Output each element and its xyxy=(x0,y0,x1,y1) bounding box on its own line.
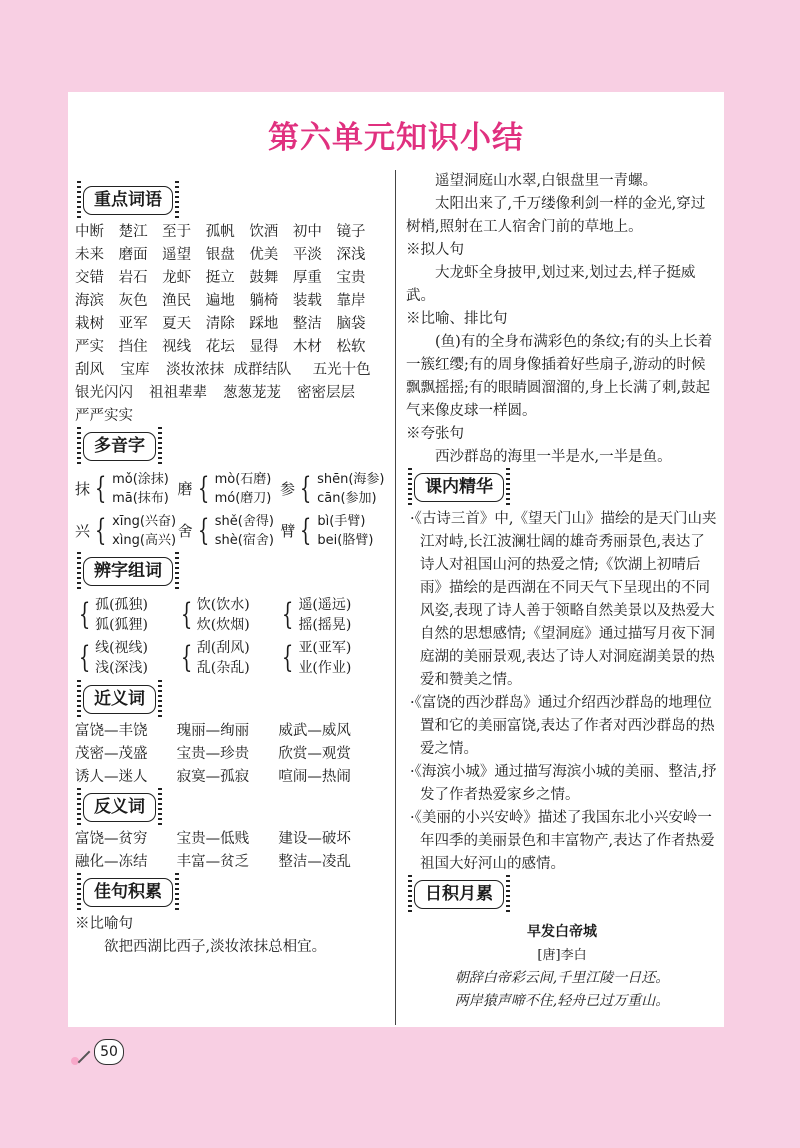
key-word: 银光闪闪 xyxy=(75,385,133,401)
key-word: 遥望 xyxy=(162,247,192,263)
distinguish-group xyxy=(75,595,177,635)
polyphone-char: 兴 xyxy=(75,521,91,540)
polyphone-char: 参 xyxy=(280,479,296,498)
antonyms-pair: 宝贵—低贱 xyxy=(176,831,250,847)
polyphone-group xyxy=(280,511,380,551)
brace-icon: { xyxy=(180,640,192,675)
distinguish-row xyxy=(75,595,380,635)
key-word: 优美 xyxy=(249,247,279,263)
brace-icon: { xyxy=(197,513,209,548)
key-word: 挡住 xyxy=(118,339,148,355)
key-word: 整洁 xyxy=(292,316,322,332)
antonyms-pair: 丰富—贫乏 xyxy=(176,854,250,870)
polyphone-char: 抹 xyxy=(75,479,91,498)
polyphone-reading: mò(石磨) xyxy=(214,472,272,487)
distinguish-word: 摇(摇晃) xyxy=(298,617,352,633)
polyphone-reading: cān(参加) xyxy=(317,491,377,506)
key-word: 脑袋 xyxy=(336,316,366,332)
distinguish-pair xyxy=(298,595,351,635)
key-word: 平淡 xyxy=(292,247,322,263)
key-word: 五光十色 xyxy=(312,362,371,378)
key-word: 密密层层 xyxy=(297,385,355,401)
antonyms-pair: 富饶—贫穷 xyxy=(75,831,148,847)
polyphones-header: 多音字 xyxy=(83,432,156,461)
distinguish-list xyxy=(75,595,380,678)
brace-icon: { xyxy=(299,471,312,506)
brace-icon: { xyxy=(78,640,91,675)
poem xyxy=(406,921,718,1013)
distinguish-group xyxy=(177,638,279,678)
key-word: 中断 xyxy=(75,224,104,240)
antonyms-row xyxy=(75,851,380,874)
polyphone-reading: shě(舍得) xyxy=(214,514,274,529)
key-words-row xyxy=(75,382,380,405)
column-divider xyxy=(395,170,396,1025)
highlight-item: ·《古诗三首》中,《望天门山》描绘的是天门山夹江对峙,长江波澜壮阔的雄奇秀丽景色,表达了诗人对祖国山河的热爱之情;《饮湖上初晴后雨》描绘的是西湖在不同天气下呈现出的不同风姿,表现了诗人善于领略自然美景以及热爱大自然的思想感情;《望洞庭》通过描写月夜下洞庭湖的美丽景观,表达了诗人对洞庭湖美景的热爱和赞美之情。 xyxy=(410,511,717,688)
key-word: 深浅 xyxy=(336,247,366,263)
key-word: 宝贵 xyxy=(336,270,366,286)
distinguish-group xyxy=(278,638,380,678)
key-words-row xyxy=(75,221,380,244)
key-word: 厚重 xyxy=(292,270,322,286)
good-sentences-header: 佳句积累 xyxy=(83,878,173,907)
polyphone-reading: mā(抹布) xyxy=(112,491,169,506)
key-word: 遍地 xyxy=(205,293,235,309)
key-word: 岩石 xyxy=(118,270,148,286)
distinguish-group xyxy=(278,595,380,635)
synonyms-pair: 富饶—丰饶 xyxy=(75,723,148,739)
synonyms-pair: 威武—威风 xyxy=(278,723,351,739)
highlights-header: 课内精华 xyxy=(414,473,504,502)
brace-icon: { xyxy=(282,597,294,632)
key-word: 饮酒 xyxy=(249,224,279,240)
key-word: 踩地 xyxy=(249,316,279,332)
simile-label: ※比喻句 xyxy=(75,916,133,932)
key-word: 躺椅 xyxy=(249,293,279,309)
key-word: 靠岸 xyxy=(336,293,366,309)
polyphone-readings xyxy=(215,512,274,550)
key-word: 严实 xyxy=(75,339,104,355)
poem-line: 朝辞白帝彩云间,千里江陵一日还。 xyxy=(454,970,670,986)
right-column xyxy=(406,170,718,1013)
key-word: 成群结队 xyxy=(233,362,292,378)
polyphone-readings xyxy=(317,470,384,508)
antonyms-pair: 建设—破坏 xyxy=(278,831,351,847)
distinguish-group xyxy=(75,638,177,678)
key-word: 未来 xyxy=(75,247,104,263)
polyphone-group xyxy=(178,469,281,509)
polyphone-row xyxy=(75,469,385,509)
key-word: 亚军 xyxy=(118,316,148,332)
synonyms-pair: 寂寞—孤寂 xyxy=(176,769,250,785)
distinguish-pair xyxy=(95,638,148,678)
poem-title: 早发白帝城 xyxy=(527,924,597,940)
polyphone-group xyxy=(280,469,385,509)
synonyms-pair: 欣赏—观赏 xyxy=(278,746,351,762)
polyphone-readings xyxy=(112,470,169,508)
key-word: 显得 xyxy=(249,339,279,355)
key-word: 交错 xyxy=(75,270,104,286)
exaggeration-sentence: 西沙群岛的海里一半是水,一半是鱼。 xyxy=(435,449,672,465)
highlight-item: ·《富饶的西沙群岛》通过介绍西沙群岛的地理位置和它的美丽富饶,表达了作者对西沙群岛的热爱之情。 xyxy=(410,695,715,757)
antonyms-pair: 融化—冻结 xyxy=(75,854,148,870)
key-word: 木材 xyxy=(292,339,322,355)
brace-icon: { xyxy=(197,471,209,506)
key-word: 祖祖辈辈 xyxy=(149,385,207,401)
synonyms-pair: 宝贵—珍贵 xyxy=(176,746,250,762)
antonyms-list xyxy=(75,828,380,874)
polyphone-reading: bei(胳臂) xyxy=(317,533,374,548)
key-word: 挺立 xyxy=(205,270,235,286)
distinguish-word: 孤(孤独) xyxy=(95,597,149,613)
key-word: 初中 xyxy=(292,224,322,240)
synonyms-row xyxy=(75,743,380,766)
key-word: 渔民 xyxy=(162,293,192,309)
key-word: 磨面 xyxy=(118,247,148,263)
distinguish-pair xyxy=(197,595,250,635)
key-word: 刮风 xyxy=(75,362,104,378)
personify-sentence: 大龙虾全身披甲,划过来,划过去,样子挺威武。 xyxy=(406,265,696,304)
sentence-cont-2: 太阳出来了,千万缕像利剑一样的金光,穿过树梢,照射在工人宿舍门前的草地上。 xyxy=(406,196,706,235)
page-title: 第六单元知识小结 xyxy=(268,120,524,156)
personify-label: ※拟人句 xyxy=(406,242,464,258)
key-words-row xyxy=(75,405,380,428)
polyphone-reading: shè(宿舍) xyxy=(214,533,274,548)
synonyms-row xyxy=(75,766,380,789)
distinguish-word: 炊(炊烟) xyxy=(196,617,250,633)
polyphone-reading: xìng(高兴) xyxy=(112,533,177,548)
key-word: 楚江 xyxy=(118,224,148,240)
distinguish-header: 辨字组词 xyxy=(83,557,173,586)
polyphone-readings xyxy=(112,512,176,550)
simile-sentence: 欲把西湖比西子,淡妆浓抹总相宜。 xyxy=(104,939,327,955)
key-word: 宝库 xyxy=(120,362,150,378)
key-words-list xyxy=(75,221,380,428)
key-words-header: 重点词语 xyxy=(83,186,173,215)
brace-icon: { xyxy=(94,471,107,506)
distinguish-word: 线(视线) xyxy=(95,640,149,656)
parallel-sentence: (鱼)有的全身布满彩色的条纹;有的头上长着一簇红缨;有的周身像插着好些扇子,游动的时候飘飘摇摇;有的眼睛圆溜溜的,身上长满了刺,鼓起气来像皮球一样圆。 xyxy=(406,334,713,419)
key-word: 镜子 xyxy=(336,224,366,240)
key-word: 葱葱茏茏 xyxy=(223,385,281,401)
distinguish-word: 乱(杂乱) xyxy=(196,660,250,676)
key-word: 严严实实 xyxy=(75,408,133,424)
exaggeration-label: ※夸张句 xyxy=(406,426,464,442)
key-word: 花坛 xyxy=(205,339,235,355)
key-word: 鼓舞 xyxy=(249,270,279,286)
key-word: 夏天 xyxy=(162,316,192,332)
polyphone-reading: mó(磨刀) xyxy=(214,491,272,506)
highlight-item: ·《海滨小城》通过描写海滨小城的美丽、整洁,抒发了作者热爱家乡之情。 xyxy=(410,764,717,803)
synonyms-row xyxy=(75,720,380,743)
key-word: 装载 xyxy=(292,293,322,309)
key-words-row xyxy=(75,290,380,313)
highlight-item: ·《美丽的小兴安岭》描述了我国东北小兴安岭一年四季的美丽景色和丰富物产,表达了作者热爱祖国大好河山的感情。 xyxy=(410,810,715,872)
antonyms-pair: 整洁—凌乱 xyxy=(278,854,351,870)
polyphone-group xyxy=(75,511,178,551)
distinguish-word: 浅(深浅) xyxy=(95,660,149,676)
distinguish-word: 亚(亚军) xyxy=(298,640,352,656)
brace-icon: { xyxy=(300,513,312,548)
distinguish-group xyxy=(177,595,279,635)
key-word: 孤帆 xyxy=(205,224,235,240)
key-words-row xyxy=(75,244,380,267)
polyphone-char: 舍 xyxy=(177,521,193,540)
polyphone-char: 臂 xyxy=(280,521,296,540)
daily-header: 日积月累 xyxy=(414,880,504,909)
distinguish-word: 狐(狐狸) xyxy=(95,617,149,633)
brace-icon: { xyxy=(94,513,107,548)
distinguish-word: 业(作业) xyxy=(298,660,352,676)
poem-author: [唐]李白 xyxy=(537,948,587,963)
polyphone-group xyxy=(178,511,281,551)
synonyms-pair: 喧闹—热闹 xyxy=(278,769,351,785)
distinguish-pair xyxy=(95,595,148,635)
distinguish-word: 遥(遥远) xyxy=(298,597,352,613)
sentence-cont-1: 遥望洞庭山水翠,白银盘里一青螺。 xyxy=(435,173,658,189)
antonyms-row xyxy=(75,828,380,851)
key-word: 银盘 xyxy=(205,247,235,263)
distinguish-row xyxy=(75,638,380,678)
brace-icon: { xyxy=(180,597,192,632)
polyphone-group xyxy=(75,469,178,509)
distinguish-word: 饮(饮水) xyxy=(196,597,250,613)
synonyms-header: 近义词 xyxy=(83,685,156,714)
polyphones-list xyxy=(75,469,385,551)
parallel-label: ※比喻、排比句 xyxy=(406,311,508,327)
key-word: 淡妆浓抹 xyxy=(166,362,225,378)
left-column xyxy=(75,182,385,959)
synonyms-pair: 瑰丽—绚丽 xyxy=(176,723,250,739)
synonyms-pair: 茂密—茂盛 xyxy=(75,746,148,762)
polyphone-reading: shēn(海参) xyxy=(317,472,385,487)
polyphone-reading: mǒ(涂抹) xyxy=(112,472,169,487)
key-word: 视线 xyxy=(162,339,192,355)
distinguish-pair xyxy=(197,638,250,678)
polyphone-readings xyxy=(317,512,373,550)
synonyms-list xyxy=(75,720,380,789)
page-number: 50 xyxy=(94,1039,124,1065)
synonyms-pair: 诱人—迷人 xyxy=(75,769,148,785)
distinguish-word: 刮(刮风) xyxy=(196,640,250,656)
key-word: 清除 xyxy=(205,316,235,332)
key-word: 松软 xyxy=(336,339,366,355)
distinguish-pair xyxy=(298,638,351,678)
key-words-row xyxy=(75,336,380,359)
antonyms-header: 反义词 xyxy=(83,793,156,822)
page xyxy=(68,92,724,1027)
key-word: 栽树 xyxy=(75,316,104,332)
polyphone-readings xyxy=(215,470,272,508)
polyphone-row xyxy=(75,511,380,551)
polyphone-char: 磨 xyxy=(177,479,193,498)
key-words-row xyxy=(75,267,380,290)
key-word: 至于 xyxy=(162,224,192,240)
magnifier-handle-icon xyxy=(78,1051,91,1064)
key-word: 海滨 xyxy=(75,293,104,309)
key-word: 龙虾 xyxy=(162,270,192,286)
poem-line: 两岸猿声啼不住,轻舟已过万重山。 xyxy=(454,993,670,1009)
polyphone-reading: xīng(兴奋) xyxy=(112,514,177,529)
key-words-row xyxy=(75,313,380,336)
key-word: 灰色 xyxy=(118,293,148,309)
key-words-row xyxy=(75,359,380,382)
polyphone-reading: bì(手臂) xyxy=(317,514,366,529)
brace-icon: { xyxy=(282,640,294,675)
brace-icon: { xyxy=(78,597,91,632)
